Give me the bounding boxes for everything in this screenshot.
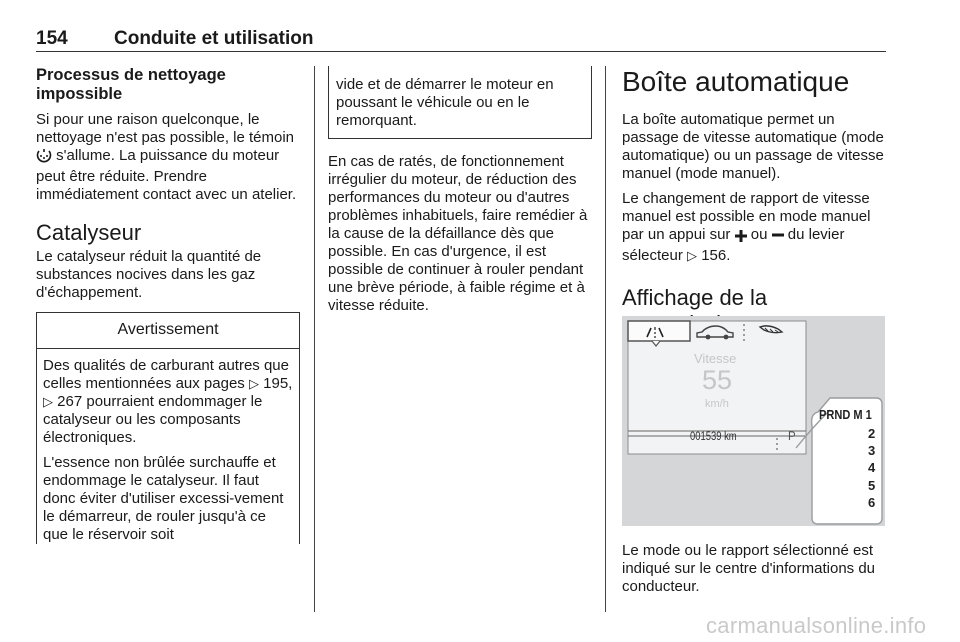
column-rule-right	[605, 66, 606, 612]
heading-catalyst: Catalyseur	[36, 220, 142, 245]
section-title: Conduite et utilisation	[114, 28, 314, 49]
heading-cleaning: Processus de nettoyage impossible	[36, 66, 226, 103]
page-reference: 195,	[263, 375, 293, 392]
column-1	[36, 66, 300, 544]
paragraph-cleaning: Si pour une raison quelconque, le nettoyage n'est pas possible, le témoin s'allume. La puissance du moteur peut être réduite. Prendre immédiatement contact avec un atelier.	[36, 111, 297, 203]
speed-value: 55	[702, 365, 733, 395]
page-number: 154	[36, 28, 68, 49]
heading-transmission-display: Affichage de la	[622, 285, 768, 310]
page-ref-arrow-icon: ▷	[248, 376, 259, 391]
column-3	[622, 66, 888, 337]
warning-title: Avertissement	[37, 313, 299, 349]
gear-indicator: P	[788, 431, 796, 443]
gear-modes-callout: PRND M 1	[819, 407, 872, 422]
gear-number: 4	[868, 460, 876, 475]
gear-number: 3	[868, 443, 876, 458]
warning-paragraph-1: Des qualités de carburant autres que celles mentionnées aux pages ▷ 195, ▷ 267 pourraient endommager le catalyseur ou les composants électroniques.	[43, 357, 293, 446]
minus-icon	[772, 229, 784, 247]
heading-automatic-gearbox: Boîte automatique	[622, 66, 850, 97]
paragraph-misfire: En cas de ratés, de fonctionnement irrégulier du moteur, de réduction des performances du moteur ou d'autres problèmes inhabituels, faire remédier à la cause de la défaillance dès que possible. En cas d'urgence, il est possible de continuer à rouler pendant une brève période, à faible régime et à vitesse réduite.	[328, 153, 588, 314]
column-rule-left	[314, 66, 315, 612]
paragraph-catalyst: Le catalyseur réduit la quantité de substances nocives dans les gaz d'échappement.	[36, 248, 262, 301]
exhaust-filter-warning-icon	[36, 148, 52, 168]
warning-box-continued: vide et de démarrer le moteur en poussant le véhicule ou en le remorquant.	[328, 66, 592, 139]
page-ref-arrow-icon: ▷	[43, 394, 53, 409]
header-rule	[36, 51, 886, 52]
speed-label: Vitesse	[694, 351, 737, 366]
odometer: 001539 km	[690, 431, 737, 443]
paragraph-manual-mode: Le changement de rapport de vitesse manuel est possible en mode manuel par un appui sur ou du levier sélecteur ▷ 156.	[622, 190, 871, 264]
speed-unit: km/h	[705, 398, 729, 410]
watermark: carmanualsonline.info	[706, 613, 927, 638]
warning-paragraph-2: L'essence non brûlée surchauffe et endommage le catalyseur. Il faut donc éviter d'utiliser excessi-vement le démarreur, de rouler jusqu'à ce que le réservoir soit	[43, 454, 284, 543]
transmission-display-illustration	[622, 316, 885, 526]
paragraph-display: Le mode ou le rapport sélectionné est indiqué sur le centre d'informations du conducteur.	[622, 542, 876, 595]
warning-body	[37, 349, 299, 544]
gear-number: 2	[868, 426, 876, 441]
plus-icon	[735, 229, 747, 247]
page-ref-arrow-icon: ▷	[687, 248, 698, 263]
gear-number: 5	[868, 478, 876, 493]
page-reference: 156.	[701, 247, 731, 264]
page-header	[36, 28, 886, 54]
paragraph-automatic-mode: La boîte automatique permet un passage de vitesse automatique (mode automatique) ou un passage de vitesse manuel (mode manuel).	[622, 111, 884, 182]
column-2	[328, 66, 592, 322]
warning-box	[36, 312, 300, 544]
column-3-bottom	[622, 542, 888, 603]
page-reference: 267	[57, 393, 83, 410]
gear-number: 6	[868, 495, 876, 510]
